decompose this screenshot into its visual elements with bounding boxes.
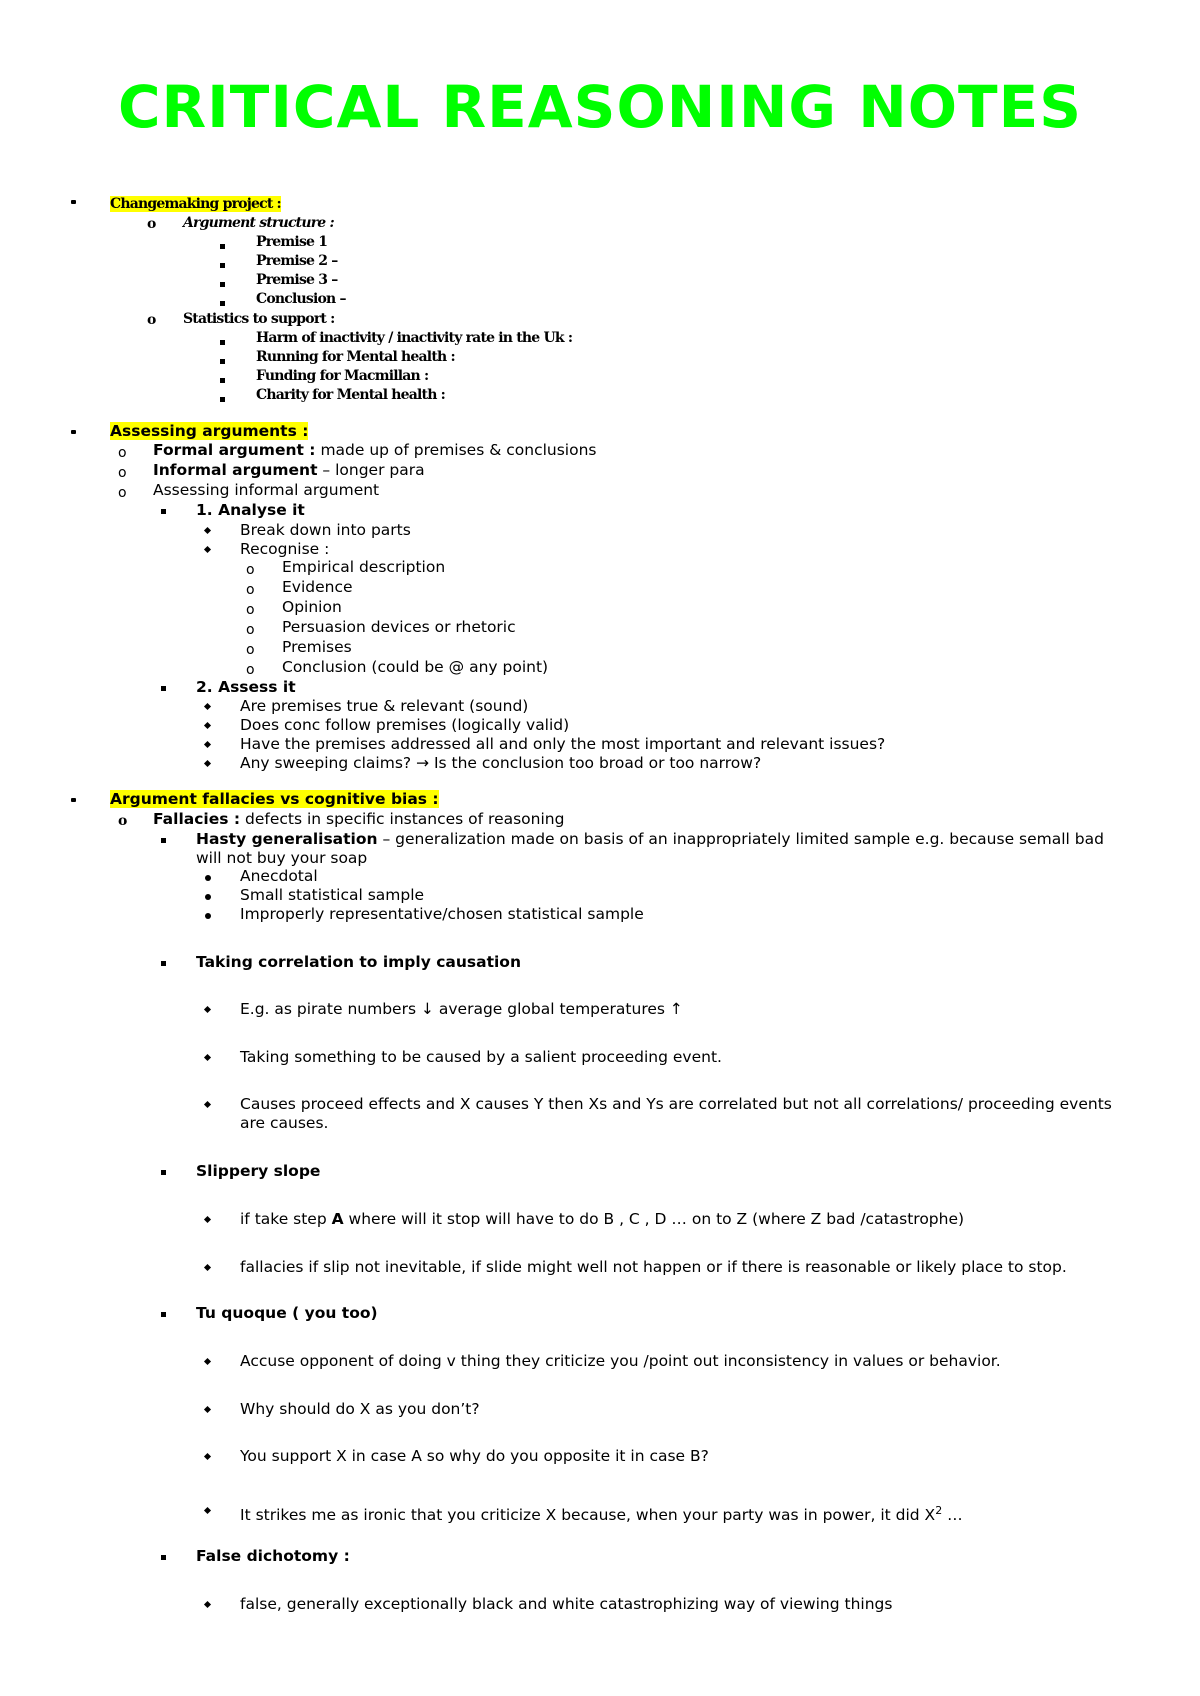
assessing-informal-item: Assessing informal argument: [153, 481, 380, 499]
analyse-heading: 1. Analyse it: [196, 501, 305, 519]
section-heading-assessing: Assessing arguments :: [110, 422, 309, 440]
square-bullet-icon: [161, 1555, 166, 1560]
analyse-item: Recognise :: [240, 540, 330, 558]
circle-bullet-icon: o: [246, 642, 255, 658]
circle-bullet-icon: o: [118, 485, 127, 501]
stats-item: Harm of inactivity / inactivity rate in the Uk :: [256, 330, 573, 346]
slippery-slope-item: fallacies if slip not inevitable, if slide might well not happen or if there is reasonable or likely place to stop.: [240, 1258, 1067, 1276]
diamond-bullet-icon: [204, 1101, 211, 1108]
diamond-bullet-icon: [204, 1216, 211, 1223]
stats-item: Running for Mental health :: [256, 349, 455, 365]
assess-item: Does conc follow premises (logically valid): [240, 716, 570, 734]
dot-bullet-icon: [205, 894, 211, 900]
square-bullet-icon: [161, 686, 166, 691]
circle-bullet-icon: o: [246, 582, 255, 598]
false-dichotomy-heading: False dichotomy :: [196, 1547, 350, 1565]
diamond-bullet-icon: [204, 703, 211, 710]
diamond-bullet-icon: [204, 546, 211, 553]
statistics-label: Statistics to support :: [183, 311, 335, 327]
recognise-item: Opinion: [282, 598, 342, 616]
assess-item: Are premises true & relevant (sound): [240, 697, 529, 715]
square-bullet-icon: [161, 961, 166, 966]
hasty-generalisation-item: Hasty generalisation – generalization made on basis of an inappropriately limited sample e.g. because semall bad will not buy your soap: [196, 830, 1104, 867]
bullet-icon: [71, 798, 76, 802]
circle-bullet-icon: o: [246, 662, 255, 678]
diamond-bullet-icon: [204, 527, 211, 534]
correlation-heading: Taking correlation to imply causation: [196, 953, 521, 971]
correlation-item: Causes proceed effects and X causes Y then Xs and Ys are correlated but not all correlations/ proceeding events are causes.: [240, 1095, 1112, 1132]
bullet-icon: [71, 430, 76, 434]
diamond-bullet-icon: [204, 1006, 211, 1013]
false-dichotomy-item: false, generally exceptionally black and white catastrophizing way of viewing things: [240, 1595, 893, 1613]
recognise-item: Premises: [282, 638, 352, 656]
square-bullet-icon: [220, 359, 225, 364]
recognise-item: Persuasion devices or rhetoric: [282, 618, 516, 636]
diamond-bullet-icon: [204, 760, 211, 767]
diamond-bullet-icon: [204, 1264, 211, 1271]
square-bullet-icon: [161, 509, 166, 514]
square-bullet-icon: [220, 340, 225, 345]
diamond-bullet-icon: [204, 722, 211, 729]
bullet-icon: [71, 200, 76, 204]
dot-bullet-icon: [205, 913, 211, 919]
circle-bullet-icon: o: [246, 602, 255, 618]
formal-argument-item: Formal argument : made up of premises & conclusions: [153, 441, 597, 459]
stats-item: Charity for Mental health :: [256, 387, 446, 403]
tu-quoque-item: You support X in case A so why do you opposite it in case B?: [240, 1447, 709, 1465]
square-bullet-icon: [220, 282, 225, 287]
recognise-item: Empirical description: [282, 558, 446, 576]
square-bullet-icon: [161, 1170, 166, 1175]
square-bullet-icon: [161, 838, 166, 843]
square-bullet-icon: [220, 263, 225, 268]
tu-quoque-heading: Tu quoque ( you too): [196, 1304, 378, 1322]
assess-item: Have the premises addressed all and only the most important and relevant issues?: [240, 735, 886, 753]
stats-item: Funding for Macmillan :: [256, 368, 429, 384]
premise-item: Premise 1: [256, 234, 328, 250]
premise-item: Premise 2 –: [256, 253, 338, 269]
assess-heading: 2. Assess it: [196, 678, 296, 696]
square-bullet-icon: [220, 244, 225, 249]
section-heading-fallacies: Argument fallacies vs cognitive bias :: [110, 790, 439, 808]
diamond-bullet-icon: [204, 1601, 211, 1608]
premise-item: Premise 3 –: [256, 272, 338, 288]
circle-bullet-icon: o: [246, 622, 255, 638]
circle-bullet-icon: o: [118, 813, 128, 829]
hasty-subitem: Improperly representative/chosen statistical sample: [240, 905, 644, 923]
square-bullet-icon: [161, 1312, 166, 1317]
diamond-bullet-icon: [204, 1054, 211, 1061]
correlation-item: E.g. as pirate numbers ↓ average global temperatures ↑: [240, 1000, 683, 1018]
square-bullet-icon: [220, 378, 225, 383]
tu-quoque-item: Accuse opponent of doing v thing they criticize you /point out inconsistency in values or behavior.: [240, 1352, 1001, 1370]
argument-structure-label: Argument structure :: [183, 215, 334, 231]
dot-bullet-icon: [205, 875, 211, 881]
diamond-bullet-icon: [204, 1358, 211, 1365]
page-title: CRITICAL REASONING NOTES: [117, 73, 1083, 141]
tu-quoque-item: It strikes me as ironic that you criticize X because, when your party was in power, it did $X^2$ …: [240, 1504, 963, 1525]
circle-bullet-icon: o: [147, 216, 157, 232]
circle-bullet-icon: o: [147, 312, 157, 328]
analyse-item: Break down into parts: [240, 521, 411, 539]
fallacies-definition: Fallacies : defects in specific instances of reasoning: [153, 810, 565, 828]
section-heading-changemaking: Changemaking project :: [110, 196, 281, 212]
slippery-slope-heading: Slippery slope: [196, 1162, 321, 1180]
hasty-subitem: Anecdotal: [240, 867, 318, 885]
recognise-item: Evidence: [282, 578, 353, 596]
correlation-item: Taking something to be caused by a salient proceeding event.: [240, 1048, 722, 1066]
tu-quoque-item: Why should do X as you don’t?: [240, 1400, 480, 1418]
square-bullet-icon: [220, 301, 225, 306]
slippery-slope-item: if take step A where will it stop will have to do B , C , D … on to Z (where Z bad /catastrophe): [240, 1210, 965, 1228]
assess-item: Any sweeping claims? → Is the conclusion too broad or too narrow?: [240, 754, 762, 772]
diamond-bullet-icon: [204, 741, 211, 748]
circle-bullet-icon: o: [118, 465, 127, 481]
premise-item: Conclusion –: [256, 291, 346, 307]
diamond-bullet-icon: [204, 1406, 211, 1413]
hasty-subitem: Small statistical sample: [240, 886, 425, 904]
circle-bullet-icon: o: [118, 445, 127, 461]
recognise-item: Conclusion (could be @ any point): [282, 658, 549, 676]
diamond-bullet-icon: [204, 1507, 211, 1514]
informal-argument-item: Informal argument – longer para: [153, 461, 425, 479]
circle-bullet-icon: o: [246, 562, 255, 578]
square-bullet-icon: [220, 397, 225, 402]
diamond-bullet-icon: [204, 1453, 211, 1460]
